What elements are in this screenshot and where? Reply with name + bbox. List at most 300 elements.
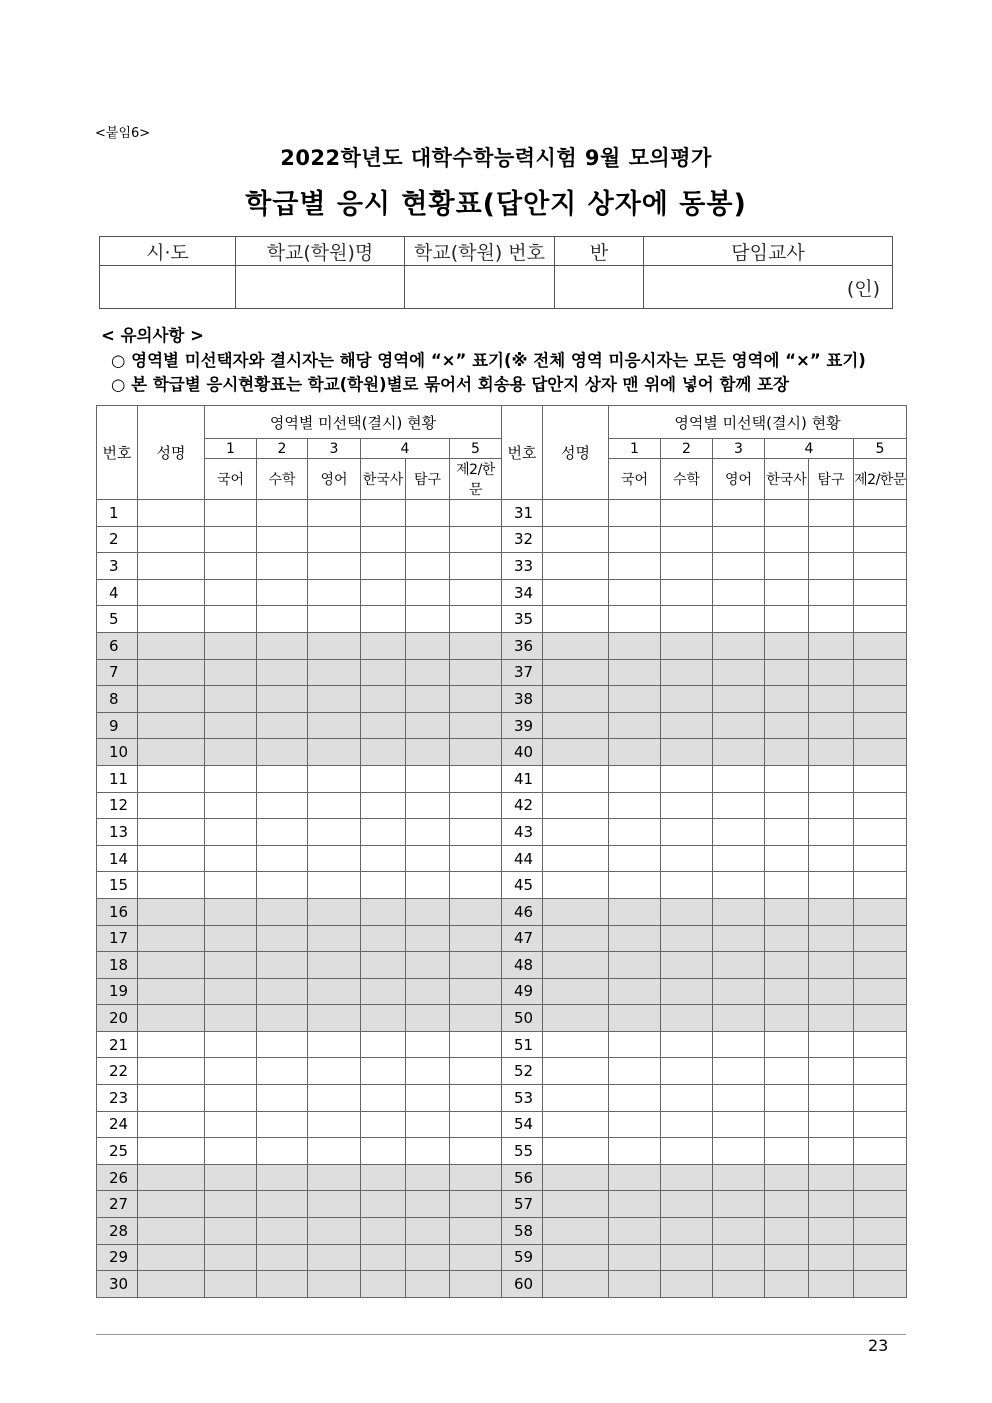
subject-mark-cell[interactable]: [609, 978, 661, 1005]
subject-mark-cell[interactable]: [361, 898, 406, 925]
subject-mark-cell[interactable]: [406, 526, 450, 553]
subject-mark-cell[interactable]: [661, 526, 713, 553]
subject-mark-cell[interactable]: [450, 1191, 502, 1218]
subject-mark-cell[interactable]: [205, 1005, 257, 1032]
subject-mark-cell[interactable]: [308, 1111, 361, 1138]
subject-mark-cell[interactable]: [854, 898, 907, 925]
student-name-cell[interactable]: [138, 952, 205, 979]
student-name-cell[interactable]: [543, 1058, 609, 1085]
subject-mark-cell[interactable]: [713, 1058, 765, 1085]
subject-mark-cell[interactable]: [809, 1031, 854, 1058]
subject-mark-cell[interactable]: [661, 659, 713, 686]
student-name-cell[interactable]: [543, 819, 609, 846]
subject-mark-cell[interactable]: [308, 1058, 361, 1085]
subject-mark-cell[interactable]: [661, 925, 713, 952]
subject-mark-cell[interactable]: [661, 952, 713, 979]
student-name-cell[interactable]: [138, 1191, 205, 1218]
subject-mark-cell[interactable]: [308, 978, 361, 1005]
subject-mark-cell[interactable]: [450, 579, 502, 606]
subject-mark-cell[interactable]: [205, 659, 257, 686]
subject-mark-cell[interactable]: [809, 1218, 854, 1245]
student-name-cell[interactable]: [138, 632, 205, 659]
student-name-cell[interactable]: [138, 898, 205, 925]
subject-mark-cell[interactable]: [713, 553, 765, 580]
student-name-cell[interactable]: [543, 500, 609, 527]
subject-mark-cell[interactable]: [765, 1111, 809, 1138]
subject-mark-cell[interactable]: [809, 792, 854, 819]
student-name-cell[interactable]: [138, 526, 205, 553]
subject-mark-cell[interactable]: [854, 686, 907, 713]
subject-mark-cell[interactable]: [205, 952, 257, 979]
subject-mark-cell[interactable]: [609, 632, 661, 659]
subject-mark-cell[interactable]: [661, 1164, 713, 1191]
subject-mark-cell[interactable]: [854, 526, 907, 553]
subject-mark-cell[interactable]: [809, 872, 854, 899]
subject-mark-cell[interactable]: [609, 845, 661, 872]
subject-mark-cell[interactable]: [609, 925, 661, 952]
subject-mark-cell[interactable]: [406, 1218, 450, 1245]
subject-mark-cell[interactable]: [609, 1005, 661, 1032]
subject-mark-cell[interactable]: [854, 925, 907, 952]
subject-mark-cell[interactable]: [257, 952, 308, 979]
subject-mark-cell[interactable]: [854, 1111, 907, 1138]
subject-mark-cell[interactable]: [257, 1244, 308, 1271]
subject-mark-cell[interactable]: [205, 1085, 257, 1112]
region-field[interactable]: [100, 266, 236, 309]
subject-mark-cell[interactable]: [406, 1005, 450, 1032]
student-name-cell[interactable]: [138, 553, 205, 580]
subject-mark-cell[interactable]: [713, 632, 765, 659]
student-name-cell[interactable]: [543, 765, 609, 792]
subject-mark-cell[interactable]: [609, 1058, 661, 1085]
subject-mark-cell[interactable]: [661, 1111, 713, 1138]
subject-mark-cell[interactable]: [765, 1244, 809, 1271]
subject-mark-cell[interactable]: [609, 553, 661, 580]
subject-mark-cell[interactable]: [713, 765, 765, 792]
subject-mark-cell[interactable]: [765, 500, 809, 527]
subject-mark-cell[interactable]: [205, 925, 257, 952]
subject-mark-cell[interactable]: [205, 1031, 257, 1058]
subject-mark-cell[interactable]: [257, 526, 308, 553]
subject-mark-cell[interactable]: [661, 1191, 713, 1218]
subject-mark-cell[interactable]: [809, 1058, 854, 1085]
subject-mark-cell[interactable]: [308, 1244, 361, 1271]
subject-mark-cell[interactable]: [765, 845, 809, 872]
subject-mark-cell[interactable]: [713, 606, 765, 633]
subject-mark-cell[interactable]: [809, 952, 854, 979]
subject-mark-cell[interactable]: [854, 819, 907, 846]
subject-mark-cell[interactable]: [205, 1191, 257, 1218]
student-name-cell[interactable]: [543, 739, 609, 766]
subject-mark-cell[interactable]: [854, 1031, 907, 1058]
subject-mark-cell[interactable]: [809, 1085, 854, 1112]
subject-mark-cell[interactable]: [406, 632, 450, 659]
subject-mark-cell[interactable]: [361, 1111, 406, 1138]
subject-mark-cell[interactable]: [450, 1164, 502, 1191]
subject-mark-cell[interactable]: [450, 819, 502, 846]
subject-mark-cell[interactable]: [257, 819, 308, 846]
subject-mark-cell[interactable]: [609, 739, 661, 766]
subject-mark-cell[interactable]: [450, 872, 502, 899]
subject-mark-cell[interactable]: [361, 1271, 406, 1298]
subject-mark-cell[interactable]: [809, 659, 854, 686]
subject-mark-cell[interactable]: [661, 1244, 713, 1271]
subject-mark-cell[interactable]: [713, 952, 765, 979]
subject-mark-cell[interactable]: [406, 1244, 450, 1271]
student-name-cell[interactable]: [543, 526, 609, 553]
subject-mark-cell[interactable]: [809, 1244, 854, 1271]
subject-mark-cell[interactable]: [713, 978, 765, 1005]
subject-mark-cell[interactable]: [713, 819, 765, 846]
subject-mark-cell[interactable]: [361, 1164, 406, 1191]
subject-mark-cell[interactable]: [765, 898, 809, 925]
subject-mark-cell[interactable]: [361, 1005, 406, 1032]
subject-mark-cell[interactable]: [257, 1138, 308, 1165]
subject-mark-cell[interactable]: [765, 952, 809, 979]
subject-mark-cell[interactable]: [809, 1111, 854, 1138]
student-name-cell[interactable]: [138, 1271, 205, 1298]
subject-mark-cell[interactable]: [361, 553, 406, 580]
subject-mark-cell[interactable]: [609, 1085, 661, 1112]
subject-mark-cell[interactable]: [308, 872, 361, 899]
subject-mark-cell[interactable]: [257, 1058, 308, 1085]
subject-mark-cell[interactable]: [361, 925, 406, 952]
subject-mark-cell[interactable]: [661, 1085, 713, 1112]
subject-mark-cell[interactable]: [609, 500, 661, 527]
subject-mark-cell[interactable]: [257, 1218, 308, 1245]
subject-mark-cell[interactable]: [661, 845, 713, 872]
subject-mark-cell[interactable]: [257, 845, 308, 872]
subject-mark-cell[interactable]: [854, 579, 907, 606]
subject-mark-cell[interactable]: [765, 1218, 809, 1245]
subject-mark-cell[interactable]: [854, 553, 907, 580]
subject-mark-cell[interactable]: [809, 1005, 854, 1032]
subject-mark-cell[interactable]: [609, 1111, 661, 1138]
subject-mark-cell[interactable]: [809, 606, 854, 633]
subject-mark-cell[interactable]: [450, 925, 502, 952]
student-name-cell[interactable]: [543, 632, 609, 659]
subject-mark-cell[interactable]: [854, 739, 907, 766]
student-name-cell[interactable]: [138, 845, 205, 872]
subject-mark-cell[interactable]: [205, 872, 257, 899]
student-name-cell[interactable]: [543, 712, 609, 739]
subject-mark-cell[interactable]: [205, 1111, 257, 1138]
student-name-cell[interactable]: [543, 1271, 609, 1298]
subject-mark-cell[interactable]: [609, 686, 661, 713]
subject-mark-cell[interactable]: [450, 632, 502, 659]
subject-mark-cell[interactable]: [854, 1085, 907, 1112]
subject-mark-cell[interactable]: [765, 1031, 809, 1058]
student-name-cell[interactable]: [138, 925, 205, 952]
subject-mark-cell[interactable]: [809, 925, 854, 952]
subject-mark-cell[interactable]: [713, 686, 765, 713]
subject-mark-cell[interactable]: [406, 712, 450, 739]
subject-mark-cell[interactable]: [713, 1031, 765, 1058]
student-name-cell[interactable]: [138, 819, 205, 846]
subject-mark-cell[interactable]: [765, 659, 809, 686]
subject-mark-cell[interactable]: [406, 898, 450, 925]
subject-mark-cell[interactable]: [257, 872, 308, 899]
subject-mark-cell[interactable]: [205, 712, 257, 739]
subject-mark-cell[interactable]: [308, 845, 361, 872]
subject-mark-cell[interactable]: [205, 606, 257, 633]
subject-mark-cell[interactable]: [257, 500, 308, 527]
subject-mark-cell[interactable]: [854, 712, 907, 739]
subject-mark-cell[interactable]: [205, 845, 257, 872]
subject-mark-cell[interactable]: [450, 952, 502, 979]
subject-mark-cell[interactable]: [661, 1031, 713, 1058]
student-name-cell[interactable]: [138, 1244, 205, 1271]
subject-mark-cell[interactable]: [713, 872, 765, 899]
student-name-cell[interactable]: [543, 1005, 609, 1032]
subject-mark-cell[interactable]: [661, 872, 713, 899]
student-name-cell[interactable]: [543, 1164, 609, 1191]
student-name-cell[interactable]: [543, 606, 609, 633]
student-name-cell[interactable]: [138, 1218, 205, 1245]
subject-mark-cell[interactable]: [257, 1085, 308, 1112]
subject-mark-cell[interactable]: [406, 606, 450, 633]
student-name-cell[interactable]: [138, 978, 205, 1005]
student-name-cell[interactable]: [543, 1218, 609, 1245]
subject-mark-cell[interactable]: [361, 952, 406, 979]
subject-mark-cell[interactable]: [765, 686, 809, 713]
subject-mark-cell[interactable]: [406, 1191, 450, 1218]
subject-mark-cell[interactable]: [713, 1244, 765, 1271]
subject-mark-cell[interactable]: [205, 1271, 257, 1298]
subject-mark-cell[interactable]: [450, 553, 502, 580]
subject-mark-cell[interactable]: [661, 819, 713, 846]
subject-mark-cell[interactable]: [713, 1164, 765, 1191]
subject-mark-cell[interactable]: [713, 1138, 765, 1165]
subject-mark-cell[interactable]: [609, 765, 661, 792]
subject-mark-cell[interactable]: [765, 978, 809, 1005]
subject-mark-cell[interactable]: [406, 1138, 450, 1165]
subject-mark-cell[interactable]: [661, 978, 713, 1005]
subject-mark-cell[interactable]: [450, 1244, 502, 1271]
subject-mark-cell[interactable]: [713, 925, 765, 952]
subject-mark-cell[interactable]: [406, 872, 450, 899]
subject-mark-cell[interactable]: [205, 632, 257, 659]
subject-mark-cell[interactable]: [713, 500, 765, 527]
subject-mark-cell[interactable]: [854, 1191, 907, 1218]
subject-mark-cell[interactable]: [713, 659, 765, 686]
subject-mark-cell[interactable]: [361, 792, 406, 819]
student-name-cell[interactable]: [138, 872, 205, 899]
subject-mark-cell[interactable]: [765, 526, 809, 553]
student-name-cell[interactable]: [543, 845, 609, 872]
subject-mark-cell[interactable]: [406, 1164, 450, 1191]
subject-mark-cell[interactable]: [809, 632, 854, 659]
subject-mark-cell[interactable]: [854, 1218, 907, 1245]
subject-mark-cell[interactable]: [450, 500, 502, 527]
subject-mark-cell[interactable]: [450, 845, 502, 872]
subject-mark-cell[interactable]: [713, 526, 765, 553]
student-name-cell[interactable]: [138, 1085, 205, 1112]
subject-mark-cell[interactable]: [854, 1164, 907, 1191]
subject-mark-cell[interactable]: [450, 1031, 502, 1058]
subject-mark-cell[interactable]: [854, 765, 907, 792]
subject-mark-cell[interactable]: [450, 978, 502, 1005]
subject-mark-cell[interactable]: [765, 1085, 809, 1112]
subject-mark-cell[interactable]: [205, 1244, 257, 1271]
student-name-cell[interactable]: [543, 1138, 609, 1165]
subject-mark-cell[interactable]: [257, 686, 308, 713]
subject-mark-cell[interactable]: [205, 579, 257, 606]
subject-mark-cell[interactable]: [361, 526, 406, 553]
subject-mark-cell[interactable]: [609, 952, 661, 979]
subject-mark-cell[interactable]: [854, 845, 907, 872]
subject-mark-cell[interactable]: [308, 1031, 361, 1058]
student-name-cell[interactable]: [138, 579, 205, 606]
subject-mark-cell[interactable]: [854, 632, 907, 659]
subject-mark-cell[interactable]: [361, 606, 406, 633]
subject-mark-cell[interactable]: [308, 553, 361, 580]
subject-mark-cell[interactable]: [361, 872, 406, 899]
subject-mark-cell[interactable]: [257, 632, 308, 659]
subject-mark-cell[interactable]: [765, 1138, 809, 1165]
student-name-cell[interactable]: [543, 1191, 609, 1218]
subject-mark-cell[interactable]: [809, 845, 854, 872]
subject-mark-cell[interactable]: [450, 1218, 502, 1245]
subject-mark-cell[interactable]: [257, 1111, 308, 1138]
subject-mark-cell[interactable]: [308, 1191, 361, 1218]
subject-mark-cell[interactable]: [765, 739, 809, 766]
subject-mark-cell[interactable]: [257, 792, 308, 819]
subject-mark-cell[interactable]: [661, 1138, 713, 1165]
subject-mark-cell[interactable]: [205, 792, 257, 819]
student-name-cell[interactable]: [543, 686, 609, 713]
subject-mark-cell[interactable]: [205, 553, 257, 580]
subject-mark-cell[interactable]: [765, 1164, 809, 1191]
student-name-cell[interactable]: [543, 579, 609, 606]
subject-mark-cell[interactable]: [257, 659, 308, 686]
subject-mark-cell[interactable]: [257, 898, 308, 925]
subject-mark-cell[interactable]: [205, 1058, 257, 1085]
subject-mark-cell[interactable]: [205, 500, 257, 527]
subject-mark-cell[interactable]: [713, 579, 765, 606]
subject-mark-cell[interactable]: [406, 819, 450, 846]
subject-mark-cell[interactable]: [406, 1111, 450, 1138]
subject-mark-cell[interactable]: [661, 1271, 713, 1298]
subject-mark-cell[interactable]: [854, 872, 907, 899]
student-name-cell[interactable]: [138, 1005, 205, 1032]
subject-mark-cell[interactable]: [809, 579, 854, 606]
student-name-cell[interactable]: [543, 553, 609, 580]
subject-mark-cell[interactable]: [661, 792, 713, 819]
subject-mark-cell[interactable]: [809, 819, 854, 846]
subject-mark-cell[interactable]: [661, 579, 713, 606]
subject-mark-cell[interactable]: [854, 1005, 907, 1032]
subject-mark-cell[interactable]: [609, 606, 661, 633]
subject-mark-cell[interactable]: [609, 712, 661, 739]
subject-mark-cell[interactable]: [609, 898, 661, 925]
subject-mark-cell[interactable]: [765, 606, 809, 633]
student-name-cell[interactable]: [543, 872, 609, 899]
student-name-cell[interactable]: [543, 1111, 609, 1138]
subject-mark-cell[interactable]: [713, 1111, 765, 1138]
subject-mark-cell[interactable]: [450, 1138, 502, 1165]
subject-mark-cell[interactable]: [809, 765, 854, 792]
subject-mark-cell[interactable]: [361, 1031, 406, 1058]
subject-mark-cell[interactable]: [854, 792, 907, 819]
subject-mark-cell[interactable]: [205, 1138, 257, 1165]
subject-mark-cell[interactable]: [809, 1164, 854, 1191]
subject-mark-cell[interactable]: [205, 819, 257, 846]
subject-mark-cell[interactable]: [661, 739, 713, 766]
subject-mark-cell[interactable]: [450, 606, 502, 633]
subject-mark-cell[interactable]: [809, 978, 854, 1005]
student-name-cell[interactable]: [543, 952, 609, 979]
subject-mark-cell[interactable]: [713, 739, 765, 766]
subject-mark-cell[interactable]: [809, 1271, 854, 1298]
subject-mark-cell[interactable]: [713, 792, 765, 819]
subject-mark-cell[interactable]: [450, 765, 502, 792]
subject-mark-cell[interactable]: [450, 739, 502, 766]
subject-mark-cell[interactable]: [308, 632, 361, 659]
subject-mark-cell[interactable]: [809, 712, 854, 739]
subject-mark-cell[interactable]: [361, 739, 406, 766]
subject-mark-cell[interactable]: [765, 579, 809, 606]
subject-mark-cell[interactable]: [361, 1085, 406, 1112]
subject-mark-cell[interactable]: [308, 765, 361, 792]
subject-mark-cell[interactable]: [609, 1218, 661, 1245]
subject-mark-cell[interactable]: [308, 1085, 361, 1112]
subject-mark-cell[interactable]: [713, 845, 765, 872]
student-name-cell[interactable]: [543, 659, 609, 686]
subject-mark-cell[interactable]: [308, 579, 361, 606]
subject-mark-cell[interactable]: [713, 1218, 765, 1245]
student-name-cell[interactable]: [543, 1085, 609, 1112]
subject-mark-cell[interactable]: [765, 1271, 809, 1298]
subject-mark-cell[interactable]: [809, 1191, 854, 1218]
subject-mark-cell[interactable]: [205, 1164, 257, 1191]
teacher-seal-field[interactable]: [644, 266, 893, 309]
subject-mark-cell[interactable]: [308, 1138, 361, 1165]
subject-mark-cell[interactable]: [361, 1244, 406, 1271]
subject-mark-cell[interactable]: [854, 1058, 907, 1085]
subject-mark-cell[interactable]: [308, 712, 361, 739]
subject-mark-cell[interactable]: [257, 978, 308, 1005]
student-name-cell[interactable]: [543, 792, 609, 819]
subject-mark-cell[interactable]: [308, 659, 361, 686]
student-name-cell[interactable]: [138, 500, 205, 527]
subject-mark-cell[interactable]: [308, 952, 361, 979]
subject-mark-cell[interactable]: [257, 712, 308, 739]
subject-mark-cell[interactable]: [854, 1244, 907, 1271]
subject-mark-cell[interactable]: [205, 526, 257, 553]
subject-mark-cell[interactable]: [809, 686, 854, 713]
subject-mark-cell[interactable]: [406, 765, 450, 792]
student-name-cell[interactable]: [138, 606, 205, 633]
student-name-cell[interactable]: [543, 898, 609, 925]
subject-mark-cell[interactable]: [854, 952, 907, 979]
subject-mark-cell[interactable]: [765, 872, 809, 899]
subject-mark-cell[interactable]: [308, 792, 361, 819]
subject-mark-cell[interactable]: [609, 872, 661, 899]
subject-mark-cell[interactable]: [809, 553, 854, 580]
school-number-field[interactable]: [405, 266, 555, 309]
subject-mark-cell[interactable]: [361, 1058, 406, 1085]
subject-mark-cell[interactable]: [406, 925, 450, 952]
subject-mark-cell[interactable]: [257, 1271, 308, 1298]
subject-mark-cell[interactable]: [450, 1058, 502, 1085]
student-name-cell[interactable]: [543, 1031, 609, 1058]
subject-mark-cell[interactable]: [609, 1244, 661, 1271]
subject-mark-cell[interactable]: [765, 792, 809, 819]
subject-mark-cell[interactable]: [257, 1191, 308, 1218]
subject-mark-cell[interactable]: [406, 1058, 450, 1085]
subject-mark-cell[interactable]: [257, 765, 308, 792]
